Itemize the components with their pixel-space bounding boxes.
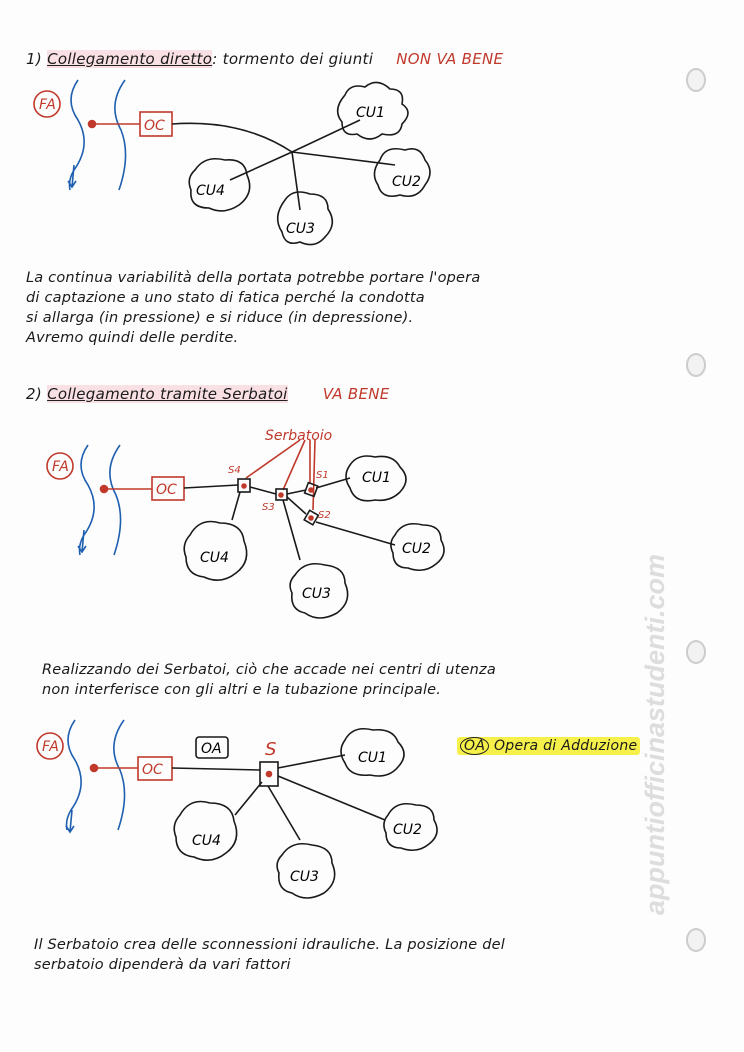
cu2-label: CU2	[392, 174, 421, 190]
legend-abbr: OA	[460, 737, 489, 755]
fa-label: FA	[39, 97, 56, 113]
cu1-label: CU1	[358, 750, 387, 766]
section-title: Collegamento tramite Serbatoi	[47, 385, 288, 403]
oc-label: OC	[156, 482, 177, 498]
fa-label: FA	[52, 459, 69, 475]
section-number: 1)	[26, 50, 42, 68]
text-line: si allarga (in pressione) e si riduce (in depressione).	[26, 310, 414, 326]
text-line: non interferisce con gli altri e la tubazione principale.	[42, 682, 442, 698]
legend-text: Opera di Adduzione	[493, 738, 638, 754]
section3-paragraph	[34, 935, 505, 975]
cu2-label: CU2	[393, 822, 422, 838]
cu3-label: CU3	[290, 869, 319, 885]
cu4-label: CU4	[200, 550, 229, 566]
s-label: S	[265, 739, 277, 760]
verdict: NON VA BENE	[396, 50, 504, 68]
tank-s1-label: S1	[316, 470, 329, 481]
text-line: Avremo quindi delle perdite.	[26, 330, 239, 346]
cu1-label: CU1	[362, 470, 391, 486]
oa-label: OA	[201, 741, 222, 757]
tank-label: Serbatoio	[265, 428, 333, 444]
cu3-label: CU3	[302, 586, 331, 602]
cu4-label: CU4	[196, 183, 225, 199]
oc-label: OC	[142, 762, 163, 778]
section2-paragraph	[42, 660, 496, 700]
cu3-label: CU3	[286, 221, 315, 237]
legend-oa	[457, 737, 640, 755]
section1-paragraph	[26, 268, 480, 348]
text-line: di captazione a uno stato di fatica perché la condotta	[26, 290, 425, 306]
section2-heading	[26, 385, 390, 403]
tank-s3-label: S3	[262, 502, 275, 513]
cu2-label: CU2	[402, 541, 431, 557]
oc-label: OC	[144, 118, 165, 134]
fa-label: FA	[42, 739, 59, 755]
section-subtitle: : tormento dei giunti	[212, 50, 374, 68]
text-line: Il Serbatoio crea delle sconnessioni idrauliche. La posizione del	[34, 937, 505, 953]
tank-s4-label: S4	[228, 465, 241, 476]
watermark: appuntiofficinastudenti.com	[640, 553, 670, 915]
cu4-label: CU4	[192, 833, 221, 849]
verdict: VA BENE	[322, 385, 390, 403]
text-line: serbatoio dipenderà da vari fattori	[34, 957, 291, 973]
cu1-label: CU1	[356, 105, 385, 121]
text-line: La continua variabilità della portata potrebbe portare l'opera	[26, 270, 481, 286]
text-line: Realizzando dei Serbatoi, ciò che accade nei centri di utenza	[42, 662, 496, 678]
section-title: Collegamento diretto	[47, 50, 213, 68]
tank-s2-label: S2	[318, 510, 331, 521]
section-number: 2)	[26, 385, 42, 403]
